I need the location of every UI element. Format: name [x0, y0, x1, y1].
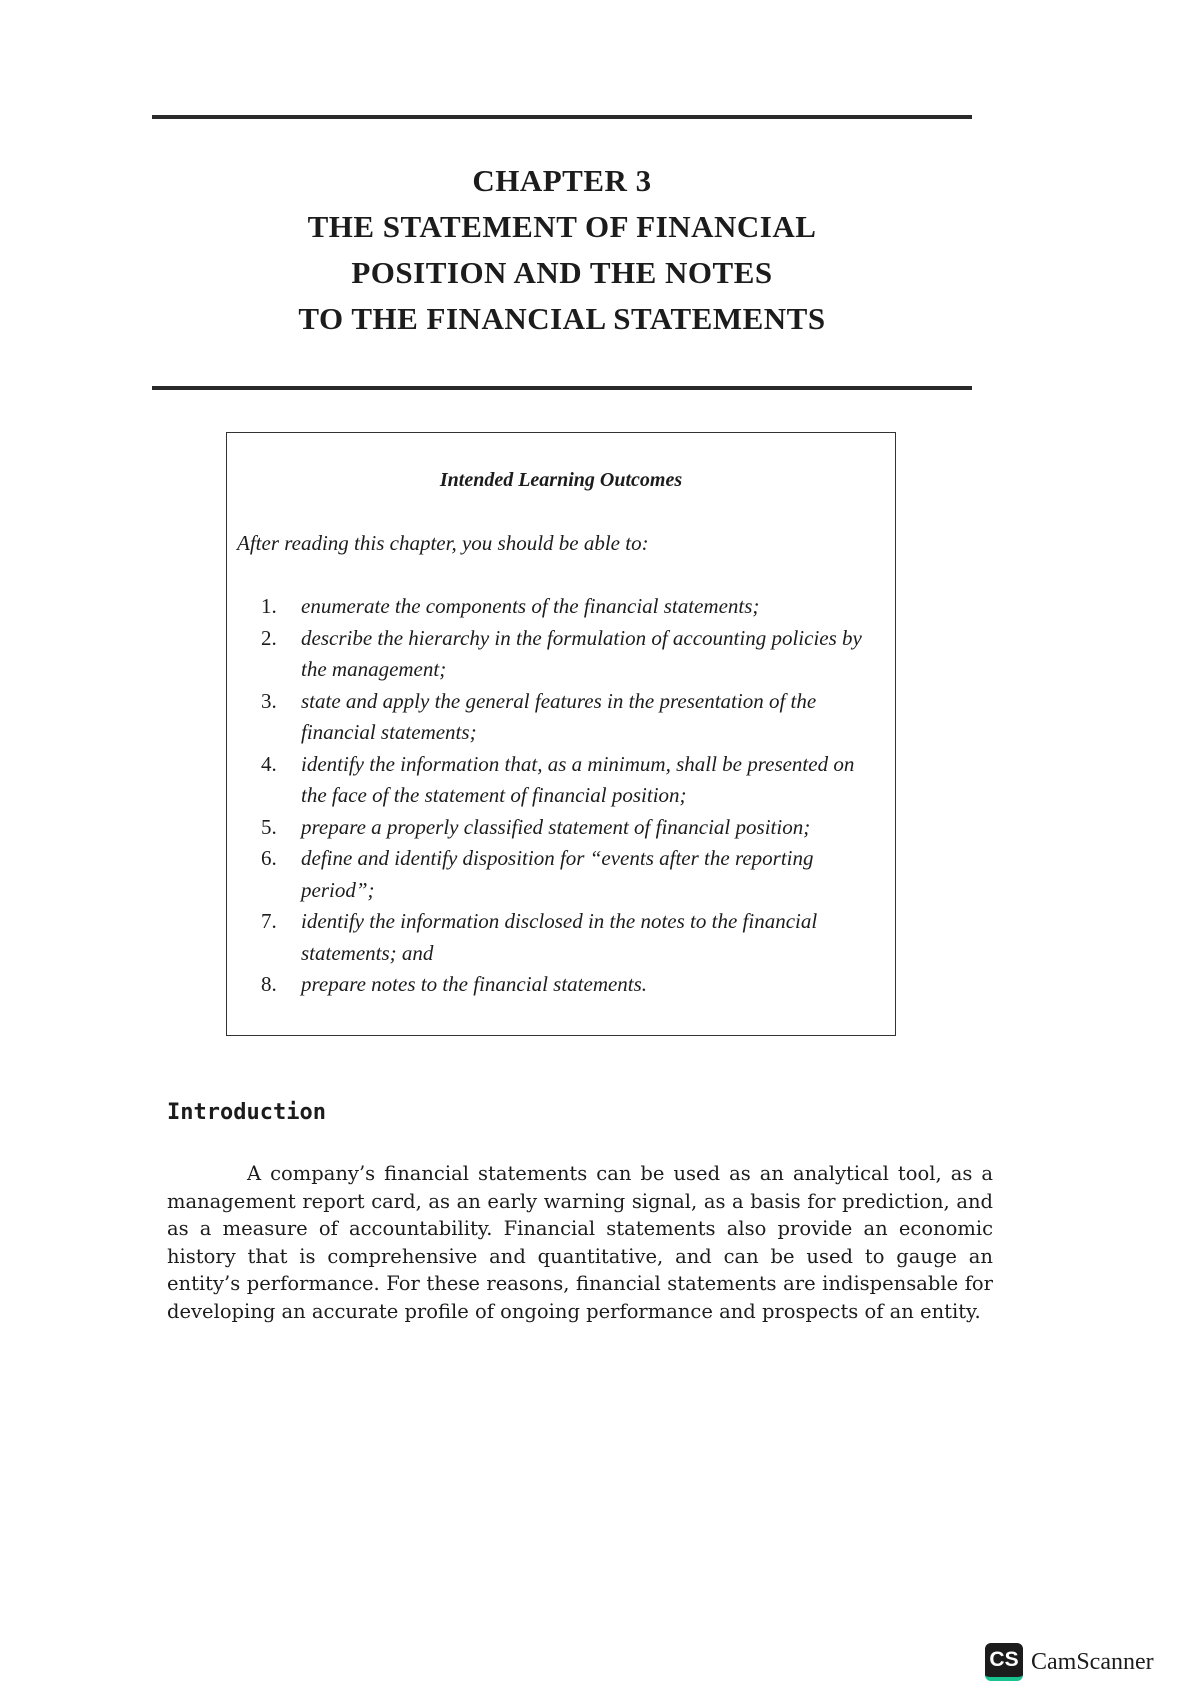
list-item	[261, 812, 879, 844]
list-item-number: 6.	[261, 846, 277, 870]
chapter-title	[152, 158, 972, 342]
list-item-text: define and identify disposition for “events after the reporting period”;	[301, 846, 814, 902]
chapter-title-line: TO THE FINANCIAL STATEMENTS	[298, 301, 826, 336]
learning-outcomes-intro: After reading this chapter, you should be able to:	[237, 531, 649, 555]
list-item-number: 3.	[261, 688, 277, 713]
list-item-text: state and apply the general features in the presentation of the financial statements;	[301, 688, 817, 744]
list-item-number: 8.	[261, 972, 277, 996]
camscanner-watermark	[985, 1643, 1154, 1681]
introduction-paragraph: A company’s financial statements can be used as an analytical tool, as a management report card, as an early warning signal, as a basis for prediction, and as a measure of accountability. Financial statements also provide an economic history that is comprehensive and quantitative, and can be used to gauge an entity’s performance. For these reasons, financial statements are indispensable for developing an accurate profile of ongoing performance and prospects of an entity.	[167, 1162, 993, 1323]
list-item-number: 1.	[261, 594, 277, 618]
list-item-number: 4.	[261, 751, 277, 776]
list-item-text: identify the information disclosed in the notes to the financial statements; and	[301, 909, 818, 965]
list-item-text: enumerate the components of the financial statements;	[301, 594, 760, 618]
chapter-title-line: THE STATEMENT OF FINANCIAL	[307, 209, 817, 244]
learning-outcomes-heading: Intended Learning Outcomes	[439, 469, 683, 491]
bottom-rule	[152, 386, 972, 390]
list-item-text: prepare a properly classified statement of financial position;	[301, 814, 811, 839]
list-item	[261, 686, 879, 749]
introduction-heading: Introduction	[167, 1100, 326, 1125]
learning-outcomes-list	[261, 591, 879, 1001]
camscanner-logo-icon: CS	[985, 1643, 1023, 1681]
list-item	[261, 623, 879, 686]
list-item-number: 2.	[261, 625, 277, 650]
top-rule	[152, 115, 972, 119]
chapter-title-line: POSITION AND THE NOTES	[351, 255, 773, 290]
list-item-number: 5.	[261, 814, 277, 839]
camscanner-brand: CamScanner	[1031, 1648, 1154, 1675]
list-item	[261, 843, 879, 906]
learning-outcomes-box	[226, 432, 896, 1036]
list-item-text: describe the hierarchy in the formulation of accounting policies by the management;	[301, 625, 862, 681]
list-item	[261, 591, 879, 623]
chapter-title-line: CHAPTER 3	[472, 163, 652, 198]
list-item-text: prepare notes to the financial statements.	[301, 972, 648, 996]
list-item	[261, 906, 879, 969]
list-item-number: 7.	[261, 909, 277, 933]
list-item-text: identify the information that, as a minimum, shall be presented on the face of the statement of financial position;	[301, 751, 855, 807]
list-item	[261, 969, 879, 1001]
list-item	[261, 749, 879, 812]
